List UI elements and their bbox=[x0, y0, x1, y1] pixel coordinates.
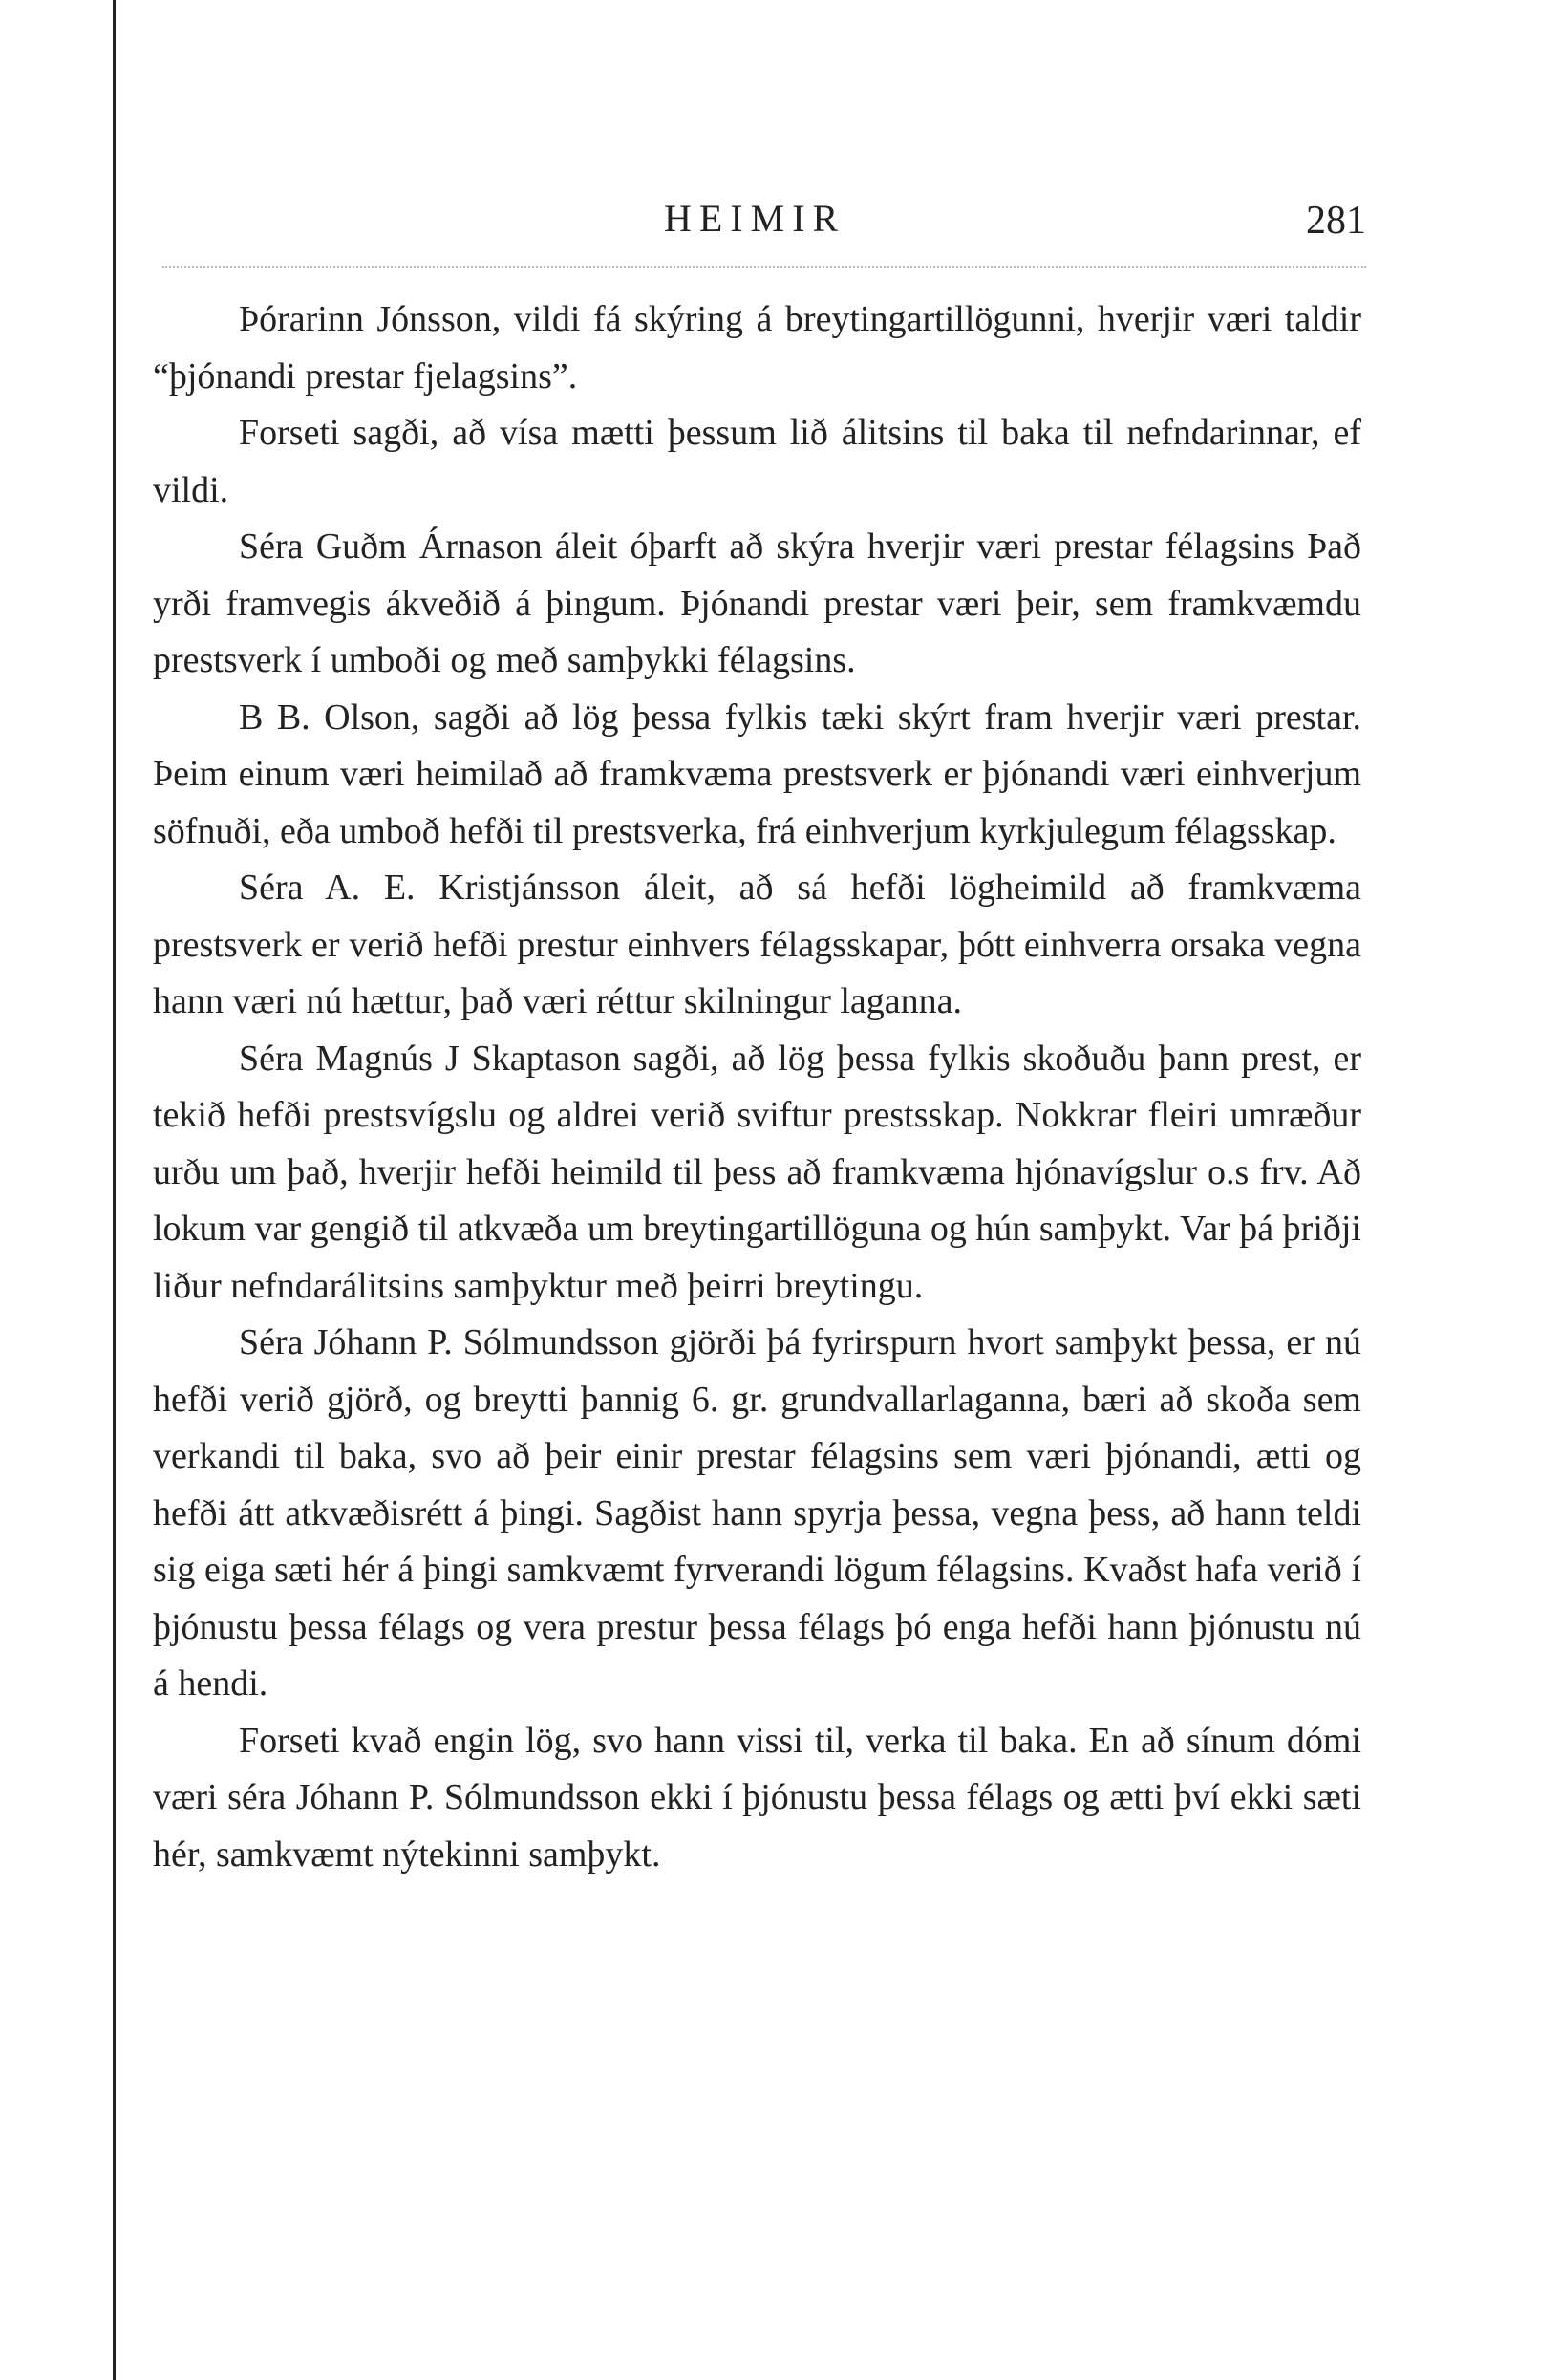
paragraph: B B. Olson, sagði að lög þessa fylkis tæki skýrt fram hverjir væri prestar. Þeim einum væri heimilað að framkvæma prestsverk er þjónandi væri einhverjum söfnuði, eða umboð hefði til prestsverka, frá einhverjum kyrkjulegum félagsskap. bbox=[153, 697, 1361, 851]
paragraph: Séra Jóhann P. Sólmundsson gjörði þá fyrirspurn hvort samþykt þessa, er nú hefði verið gjörð, og breytti þannig 6. gr. grundvallarlaganna, bæri að skoða sem verkandi til baka, svo að þeir einir prestar félagsins sem væri þjónandi, ætti og hefði átt atkvæðisrétt á þingi. Sagðist hann spyrja þessa, vegna þess, að hann teldi sig eiga sæti hér á þingi samkvæmt fyrverandi lögum félagsins. Kvaðst hafa verið í þjónustu þessa félags og vera prestur þessa félags þó enga hefði hann þjónustu nú á hendi. bbox=[153, 1322, 1361, 1704]
paragraph: Séra Magnús J Skaptason sagði, að lög þessa fylkis skoðuðu þann prest, er tekið hefði prestsvígslu og aldrei verið sviftur prestsskap. Nokkrar fleiri umræður urðu um það, hverjir hefði heimild til þess að framkvæma hjónavígslur o.s frv. Að lokum var gengið til atkvæða um breytingartillöguna og hún samþykt. Var þá þriðji liður nefndarálitsins samþyktur með þeirri breytingu. bbox=[153, 1038, 1361, 1306]
paragraph: Séra A. E. Kristjánsson áleit, að sá hefði lögheimild að framkvæma prestsverk er verið hefði prestur einhvers félagsskapar, þótt einhverra orsaka vegna hann væri nú hættur, það væri réttur skilningur laganna. bbox=[153, 868, 1361, 1021]
page-number: 281 bbox=[1306, 199, 1366, 243]
header-divider bbox=[162, 266, 1366, 268]
page-binding-edge bbox=[113, 0, 116, 2380]
paragraph: Forseti kvað engin lög, svo hann vissi til, verka til baka. En að sínum dómi væri séra Jóhann P. Sólmundsson ekki í þjónustu þessa félags og ætti því ekki sæti hér, samkvæmt nýtekinni samþykt. bbox=[153, 1720, 1361, 1875]
paragraph: Forseti sagði, að vísa mætti þessum lið álitsins til baka til nefndarinnar, ef vildi. bbox=[153, 413, 1361, 510]
body-text bbox=[153, 291, 1361, 1883]
paragraph: Séra Guðm Árnason áleit óþarft að skýra hverjir væri prestar félagsins Það yrði framvegis ákveðið á þingum. Þjónandi prestar væri þeir, sem framkvæmdu prestsverk í umboði og með samþykki félagsins. bbox=[153, 526, 1361, 680]
running-head: HEIMIR bbox=[664, 197, 846, 240]
page-header bbox=[153, 196, 1376, 253]
paragraph: Þórarinn Jónsson, vildi fá skýring á breytingartillögunni, hverjir væri taldir “þjónandi prestar fjelagsins”. bbox=[153, 299, 1361, 397]
